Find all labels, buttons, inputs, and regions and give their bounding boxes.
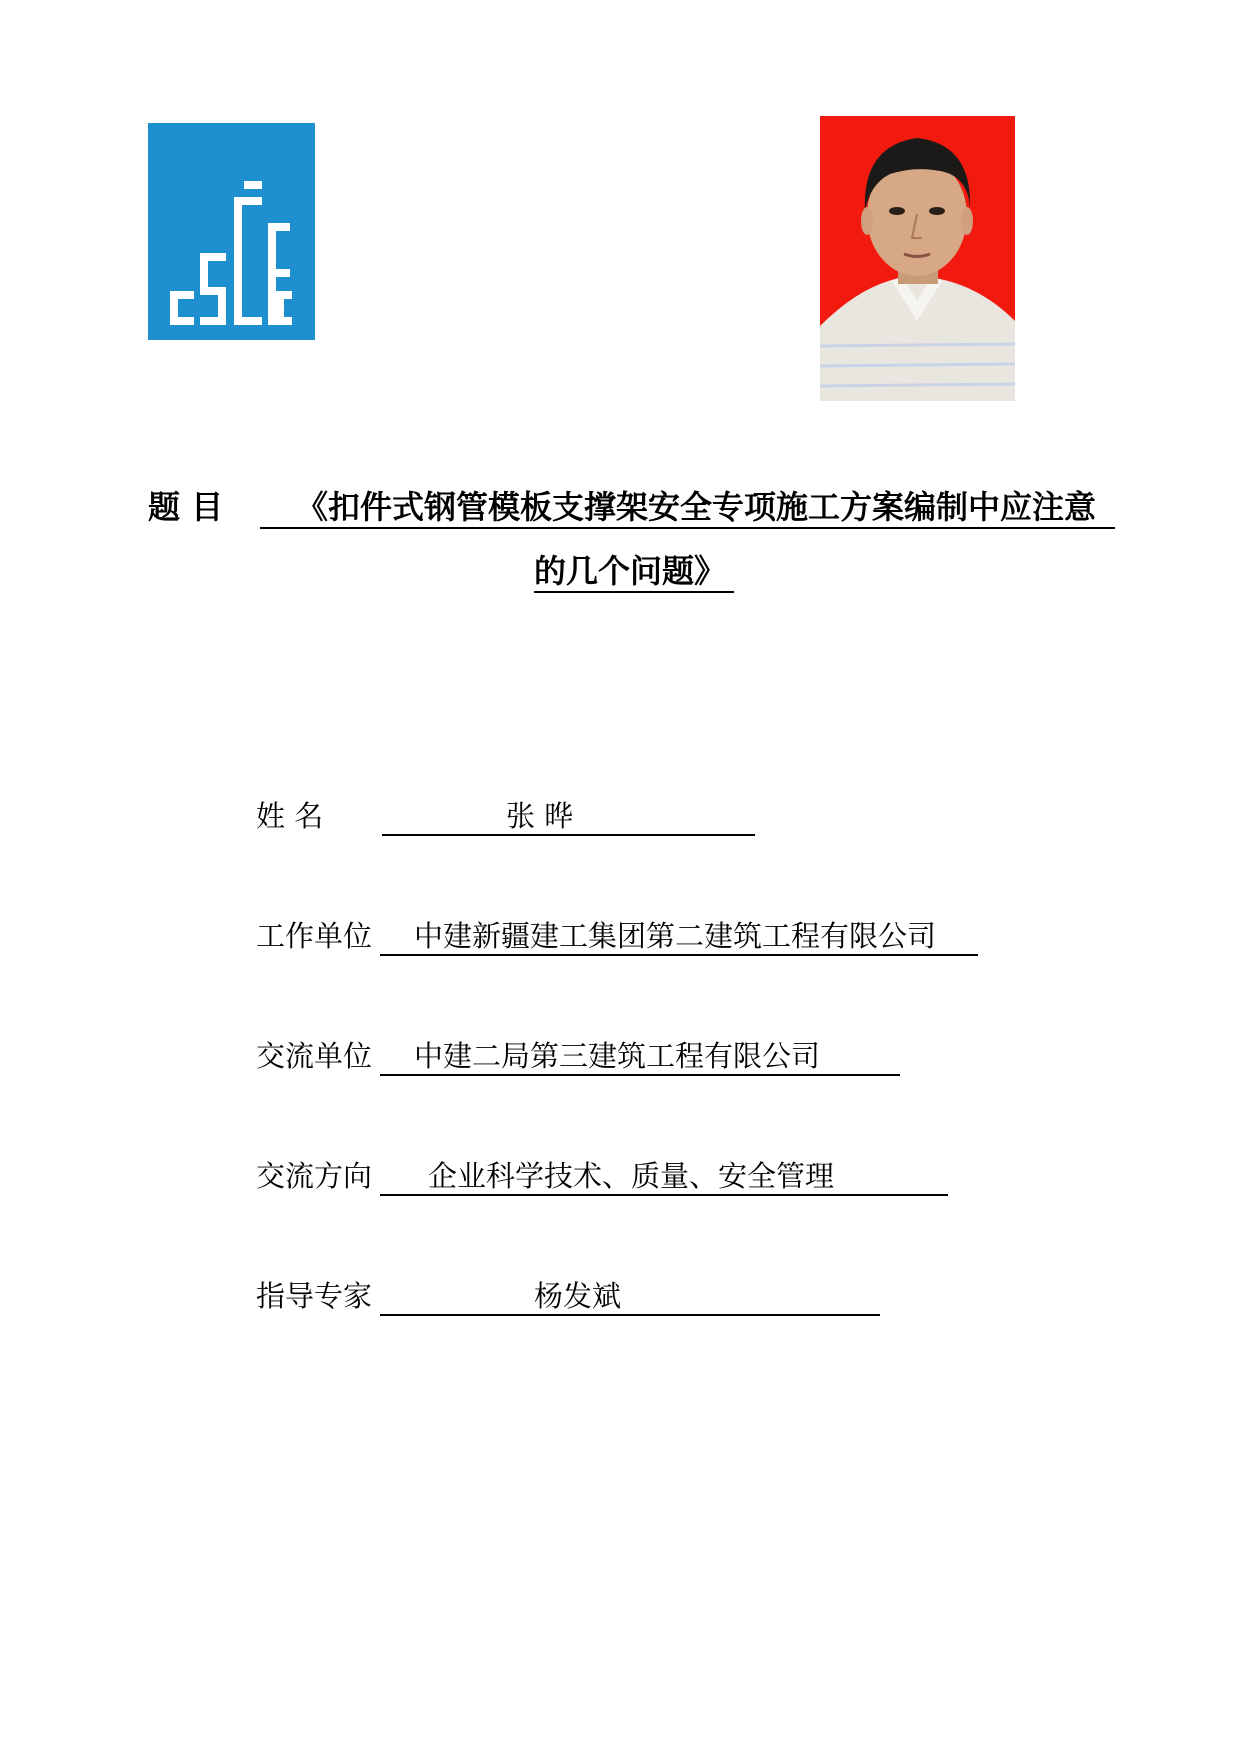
title-line-1: 《扣件式钢管模板支撑架安全专项施工方案编制中应注意 bbox=[260, 487, 1115, 529]
field-exchange-direction-value: 企业科学技术、质量、安全管理 bbox=[380, 1158, 948, 1196]
field-name bbox=[256, 798, 755, 834]
field-exchange-direction-label: 交流方向 bbox=[256, 1159, 373, 1193]
field-advisor bbox=[256, 1278, 880, 1314]
field-advisor-value: 杨发斌 bbox=[380, 1278, 880, 1316]
company-logo bbox=[148, 123, 315, 340]
title-block bbox=[148, 487, 1118, 590]
field-name-value: 张 晔 bbox=[382, 798, 755, 836]
field-name-label: 姓 名 bbox=[256, 799, 324, 833]
portrait-image bbox=[820, 116, 1015, 401]
field-advisor-label: 指导专家 bbox=[256, 1279, 373, 1313]
title-line-2: 的几个问题》 bbox=[534, 551, 734, 593]
field-work-unit bbox=[256, 918, 978, 954]
field-exchange-unit bbox=[256, 1038, 900, 1074]
field-exchange-direction bbox=[256, 1158, 948, 1194]
cscec-logo-mark bbox=[148, 123, 315, 340]
field-work-unit-value: 中建新疆建工集团第二建筑工程有限公司 bbox=[380, 918, 978, 956]
field-exchange-unit-value: 中建二局第三建筑工程有限公司 bbox=[380, 1038, 900, 1076]
field-work-unit-label: 工作单位 bbox=[256, 919, 373, 953]
title-label: 题 目 bbox=[148, 488, 224, 526]
portrait-photo bbox=[820, 116, 1015, 401]
field-exchange-unit-label: 交流单位 bbox=[256, 1039, 373, 1073]
